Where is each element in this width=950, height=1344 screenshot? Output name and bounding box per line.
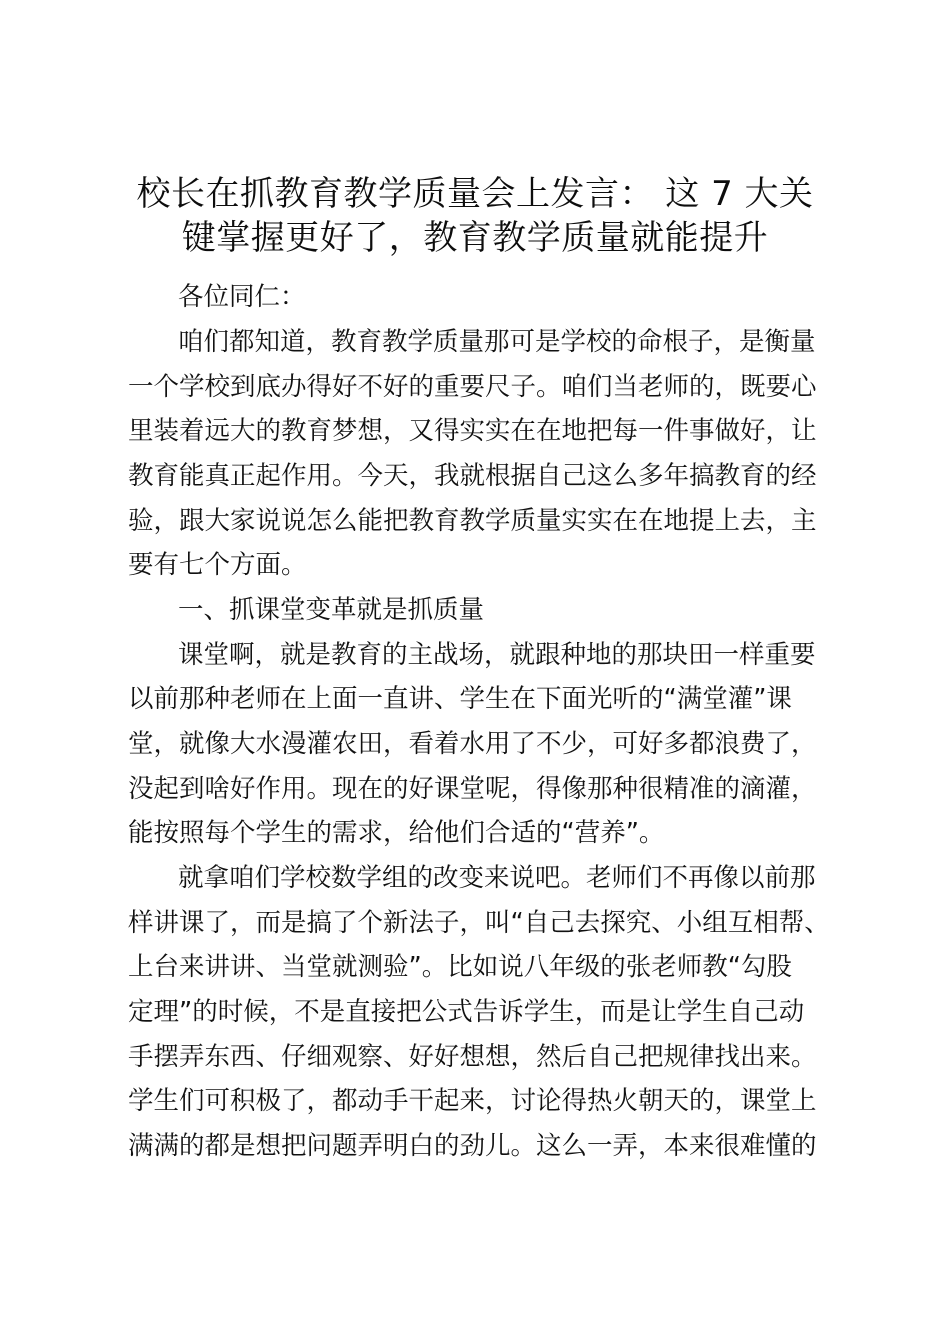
paragraph-line: 课堂啊，就是教育的主战场，就跟种地的那块田一样重要 — [178, 640, 816, 670]
paragraph-line: 满满的都是想把问题弄明白的劲儿。这么一弄，本来很难懂的 — [128, 1131, 817, 1161]
paragraph-line: 要有七个方面。 — [128, 550, 307, 580]
paragraph-line: 一个学校到底办得好不好的重要尺子。咱们当老师的，既要心 — [128, 372, 817, 402]
paragraph-line: 手摆弄东西、仔细观察、好好想想，然后自己把规律找出来。 — [128, 1042, 817, 1072]
title-line: 校长在抓教育教学质量会上发言： 这 7 大关 — [136, 174, 814, 214]
paragraph-line: 就拿咱们学校数学组的改变来说吧。老师们不再像以前那 — [178, 863, 816, 893]
paragraph-line: 以前那种老师在上面一直讲、学生在下面光听的“满堂灌”课 — [128, 684, 792, 714]
paragraph-line: 样讲课了，而是搞了个新法子，叫“自己去探究、小组互相帮、 — [128, 908, 830, 938]
paragraph-line: 定理”的时候，不是直接把公式告诉学生，而是让学生自己动 — [128, 997, 805, 1027]
document-title — [120, 172, 830, 260]
paragraph-line: 验，跟大家说说怎么能把教育教学质量实实在在地提上去，主 — [128, 506, 817, 536]
section-heading: 一、抓课堂变革就是抓质量 — [178, 595, 485, 625]
paragraph-line: 能按照每个学生的需求，给他们合适的“营养”。 — [128, 818, 665, 848]
paragraph-line: 学生们可积极了，都动手干起来，讨论得热火朝天的，课堂上 — [128, 1086, 817, 1116]
title-line: 键掌握更好了，教育教学质量就能提升 — [181, 218, 769, 258]
paragraph-line: 上台来讲讲、当堂就测验”。比如说八年级的张老师教“勾股 — [128, 952, 792, 982]
paragraph-line: 教育能真正起作用。今天，我就根据自己这么多年搞教育的经 — [128, 461, 817, 491]
salutation: 各位同仁： — [178, 282, 306, 312]
paragraph-line: 里装着远大的教育梦想，又得实实在在地把每一件事做好，让 — [128, 416, 817, 446]
paragraph-line: 没起到啥好作用。现在的好课堂呢，得像那种很精准的滴灌， — [128, 774, 817, 804]
paragraph-line: 咱们都知道，教育教学质量那可是学校的命根子，是衡量 — [178, 327, 816, 357]
paragraph-line: 堂，就像大水漫灌农田，看着水用了不少，可好多都浪费了， — [128, 729, 817, 759]
